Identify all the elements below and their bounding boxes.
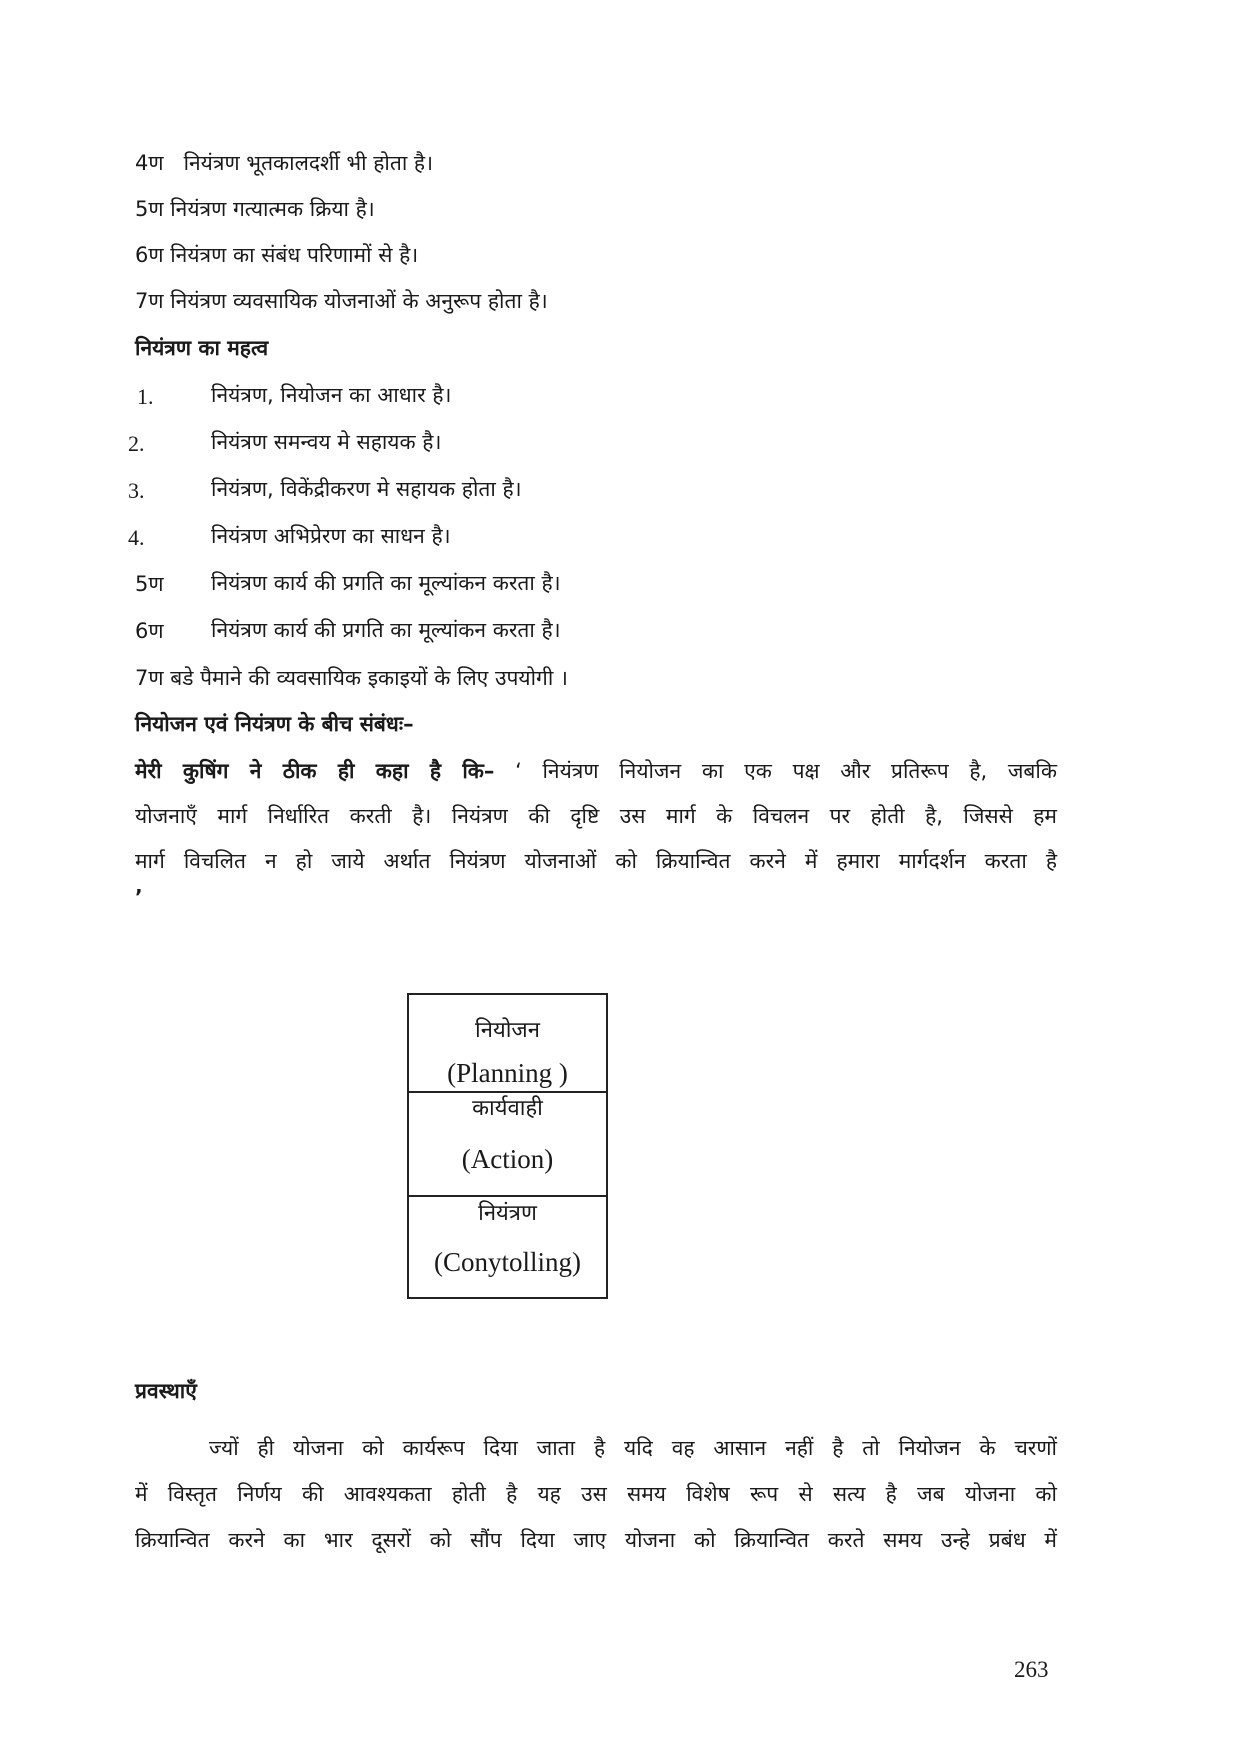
item-number: 6ण bbox=[135, 619, 164, 643]
quote-line-2: योजनाएँ मार्ग निर्धारित करती है। नियंत्रण की दृष्टि उस मार्ग के विचलन पर होती है, जिससे हम bbox=[135, 804, 1057, 828]
cell-hindi-label: नियोजन bbox=[475, 1018, 540, 1043]
stages-line-3: क्रियान्वित करने का भार दूसरों को सौंप दिया जाए योजना को क्रियान्वित करते समय उन्हे प्रबंध में bbox=[135, 1528, 1057, 1552]
stages-line-1: ज्यों ही योजना को कार्यरूप दिया जाता है यदि वह आसान नहीं है तो नियोजन के चरणों bbox=[209, 1436, 1057, 1460]
item-number: 3. bbox=[128, 478, 145, 503]
feature-item-6 bbox=[135, 245, 418, 266]
cell-english-label: (Conytolling) bbox=[434, 1247, 581, 1277]
cell-hindi-label: कार्यवाही bbox=[472, 1096, 543, 1121]
feature-number: 6ण bbox=[135, 243, 164, 267]
quote-line-3: मार्ग विचलित न हो जाये अर्थात नियंत्रण योजनाओं को क्रियान्वित करने में हमारा मार्गदर्शन करता है bbox=[135, 849, 1057, 873]
item-text: नियंत्रण अभिप्रेरण का साधन है। bbox=[211, 524, 451, 548]
item-text: नियंत्रण कार्य की प्रगति का मूल्यांकन करता है। bbox=[211, 618, 561, 642]
importance-heading: नियंत्रण का महत्व bbox=[135, 336, 269, 360]
item-number: 4. bbox=[128, 525, 145, 550]
importance-item-7: 7ण बडे पैमाने की व्यवसायिक इकाइयों के लिए उपयोगी । bbox=[135, 666, 568, 690]
feature-text: नियंत्रण गत्यात्मक क्रिया है। bbox=[170, 197, 375, 221]
item-number: 5ण bbox=[135, 572, 164, 596]
quote-text: ‘ नियंत्रण नियोजन का एक पक्ष और प्रतिरूप है, जबकि bbox=[494, 759, 1057, 783]
feature-item-7 bbox=[135, 291, 548, 312]
item-text: नियंत्रण कार्य की प्रगति का मूल्यांकन करता है। bbox=[211, 571, 561, 595]
diagram-cell-action bbox=[409, 1093, 606, 1197]
item-number: 1. bbox=[137, 384, 154, 409]
quote-line-1 bbox=[135, 761, 1057, 782]
item-text: नियंत्रण समन्वय मे सहायक है। bbox=[211, 430, 442, 454]
diagram-cell-planning bbox=[409, 995, 606, 1092]
item-text: नियंत्रण, नियोजन का आधार है। bbox=[211, 383, 452, 407]
feature-text: नियंत्रण व्यवसायिक योजनाओं के अनुरूप होता है। bbox=[170, 289, 548, 313]
feature-item-5 bbox=[135, 199, 375, 220]
feature-number: 5ण bbox=[135, 197, 164, 221]
page-number: 263 bbox=[1014, 1657, 1049, 1682]
stages-line-2: में विस्तृत निर्णय की आवश्यकता होती है यह उस समय विशेष रूप से सत्य है जब योजना को bbox=[135, 1482, 1057, 1506]
stages-heading: प्रवस्थाएँ bbox=[135, 1379, 197, 1403]
quote-author: मेरी कुषिंग ने ठीक ही कहा है कि– bbox=[135, 759, 495, 783]
item-number: 2. bbox=[128, 431, 145, 456]
cell-english-label: (Action) bbox=[461, 1144, 554, 1174]
cell-english-label: (Planning ) bbox=[447, 1058, 568, 1088]
quote-end-mark: ’ bbox=[135, 885, 143, 909]
feature-number: 4ण bbox=[135, 151, 164, 175]
diagram-cell-controlling bbox=[409, 1197, 606, 1299]
feature-text: नियंत्रण भूतकालदर्शी भी होता है। bbox=[183, 151, 434, 175]
relation-heading: नियोजन एवं नियंत्रण के बीच संबंधः– bbox=[135, 712, 414, 736]
feature-text: नियंत्रण का संबंध परिणामों से है। bbox=[170, 243, 419, 267]
feature-item-4 bbox=[135, 153, 433, 174]
feature-number: 7ण bbox=[135, 289, 164, 313]
planning-action-controlling-diagram bbox=[407, 993, 608, 1299]
cell-hindi-label: नियंत्रण bbox=[478, 1201, 537, 1226]
item-text: नियंत्रण, विकेंद्रीकरण मे सहायक होता है। bbox=[211, 477, 522, 501]
